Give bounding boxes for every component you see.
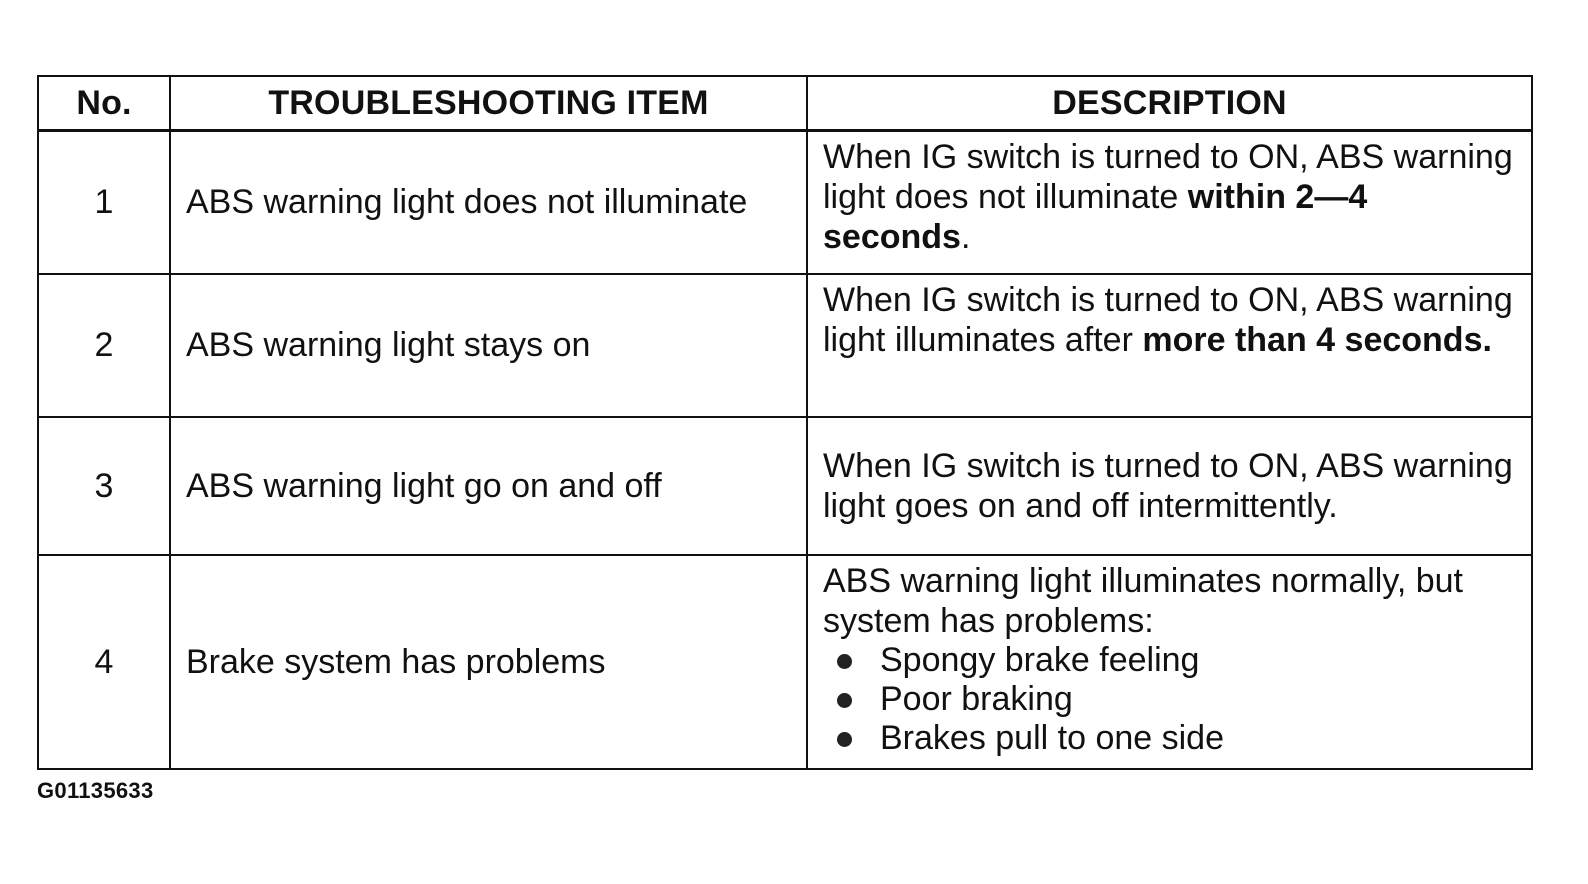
header-troubleshooting-item: TROUBLESHOOTING ITEM (170, 76, 807, 131)
table-row (38, 555, 1532, 769)
description-bold: within 2—4 seconds (823, 178, 1368, 256)
row-number: 2 (38, 274, 170, 417)
table-row (38, 131, 1532, 275)
bullet-icon (837, 693, 852, 708)
row-number: 1 (38, 131, 170, 275)
list-item (823, 680, 1523, 719)
table-header-row (38, 76, 1532, 131)
description-text: When IG switch is turned to ON, ABS warning light goes on and off intermittently. (823, 447, 1513, 525)
symptom-list (823, 641, 1523, 758)
row-number: 4 (38, 555, 170, 769)
troubleshooting-item: ABS warning light does not illuminate (170, 131, 807, 275)
description-bold: more than 4 seconds. (1142, 321, 1492, 359)
bullet-icon (837, 654, 852, 669)
list-item-text: Spongy brake feeling (880, 641, 1200, 679)
troubleshooting-item: ABS warning light stays on (170, 274, 807, 417)
list-item (823, 641, 1523, 680)
description (807, 555, 1532, 769)
table-row (38, 274, 1532, 417)
bullet-icon (837, 732, 852, 747)
troubleshooting-item: Brake system has problems (170, 555, 807, 769)
header-description: DESCRIPTION (807, 76, 1532, 131)
description-text: When IG switch is turned to ON, ABS warning light does not illuminate (823, 138, 1513, 216)
description-text: ABS warning light illuminates normally, but system has problems: (823, 562, 1463, 640)
description (807, 274, 1532, 417)
description (807, 417, 1532, 555)
row-number: 3 (38, 417, 170, 555)
description-text: When IG switch is turned to ON, ABS warning light illuminates after (823, 281, 1513, 359)
description (807, 131, 1532, 275)
troubleshooting-item: ABS warning light go on and off (170, 417, 807, 555)
troubleshooting-table (37, 75, 1533, 770)
list-item-text: Poor braking (880, 680, 1073, 718)
figure-id: G01135633 (37, 778, 154, 803)
description-end: . (960, 218, 971, 256)
list-item-text: Brakes pull to one side (880, 719, 1224, 757)
table-row (38, 417, 1532, 555)
header-no: No. (38, 76, 170, 131)
list-item (823, 719, 1523, 758)
